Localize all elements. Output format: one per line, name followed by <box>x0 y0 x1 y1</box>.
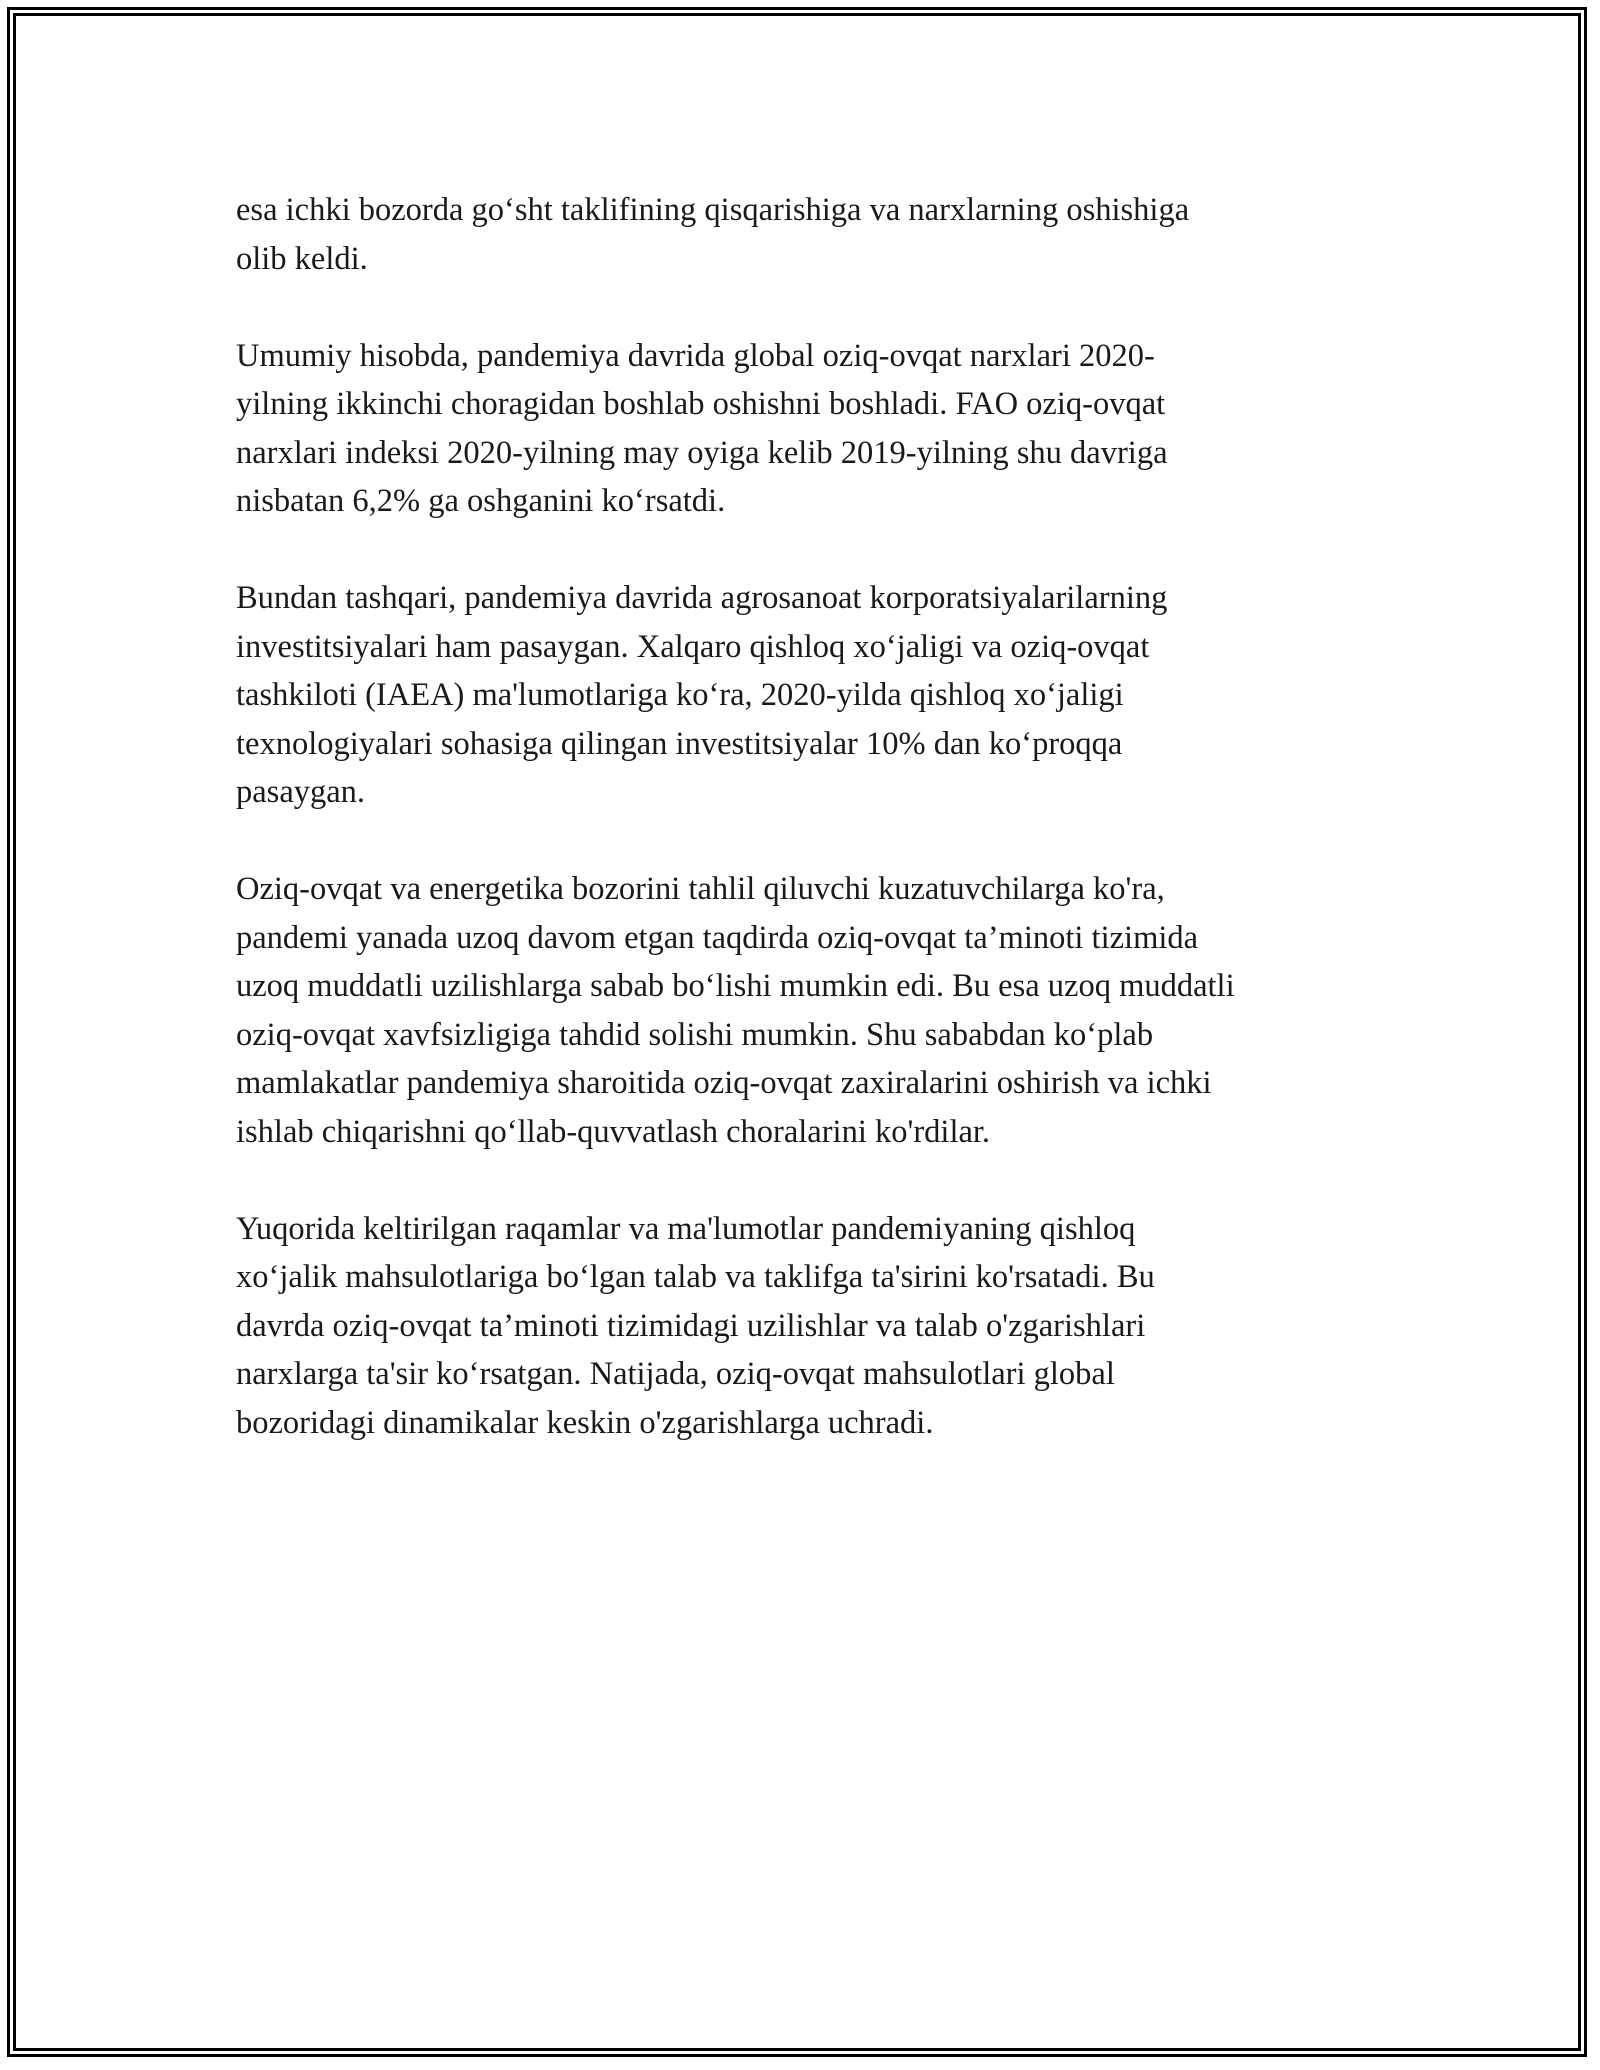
document-body <box>236 186 1376 1496</box>
paragraph: Bundan tashqari, pandemiya davrida agrosanoat korporatsiyalarilarning investitsiyalari ham pasaygan. Xalqaro qishloq xo‘jaligi va oziq-ovqat tashkiloti (IAEA) ma'lumotlariga ko‘ra, 2020-yilda qishloq xo‘jaligi texnologiyalari sohasiga qilingan investitsiyalar 10% dan ko‘proqqa pasaygan. <box>236 580 1168 810</box>
paragraph: Yuqorida keltirilgan raqamlar va ma'lumotlar pandemiyaning qishloq xo‘jalik mahsulotlariga bo‘lgan talab va taklifga ta'sirini ko'rsatadi. Bu davrda oziq-ovqat ta’minoti tizimidagi uzilishlar va talab o'zgarishlari narxlarga ta'sir ko‘rsatgan. Natijada, oziq-ovqat mahsulotlari global bozoridagi dinamikalar keskin o'zgarishlarga uchradi. <box>236 1210 1155 1441</box>
paragraph: Umumiy hisobda, pandemiya davrida global oziq-ovqat narxlari 2020- yilning ikkinchi choragidan boshlab oshishni boshladi. FAO oziq-ovqat narxlari indeksi 2020-yilning may oyiga kelib 2019-yilning shu davriga nisbatan 6,2% ga oshganini ko‘rsatdi. <box>236 337 1168 519</box>
paragraph: Oziq-ovqat va energetika bozorini tahlil qiluvchi kuzatuvchilarga ko'ra, pandemi yanada uzoq davom etgan taqdirda oziq-ovqat ta’minoti tizimida uzoq muddatli uzilishlarga sabab bo‘lishi mumkin edi. Bu esa uzoq muddatli oziq-ovqat xavfsizligiga tahdid solishi mumkin. Shu sababdan ko‘plab mamlakatlar pandemiya sharoitida oziq-ovqat zaxiralarini oshirish va ichki ishlab chiqarishni qo‘llab-quvvatlash choralarini ko'rdilar. <box>236 871 1235 1150</box>
paragraph: esa ichki bozorda go‘sht taklifining qisqarishiga va narxlarning oshishiga olib keldi. <box>236 192 1190 277</box>
